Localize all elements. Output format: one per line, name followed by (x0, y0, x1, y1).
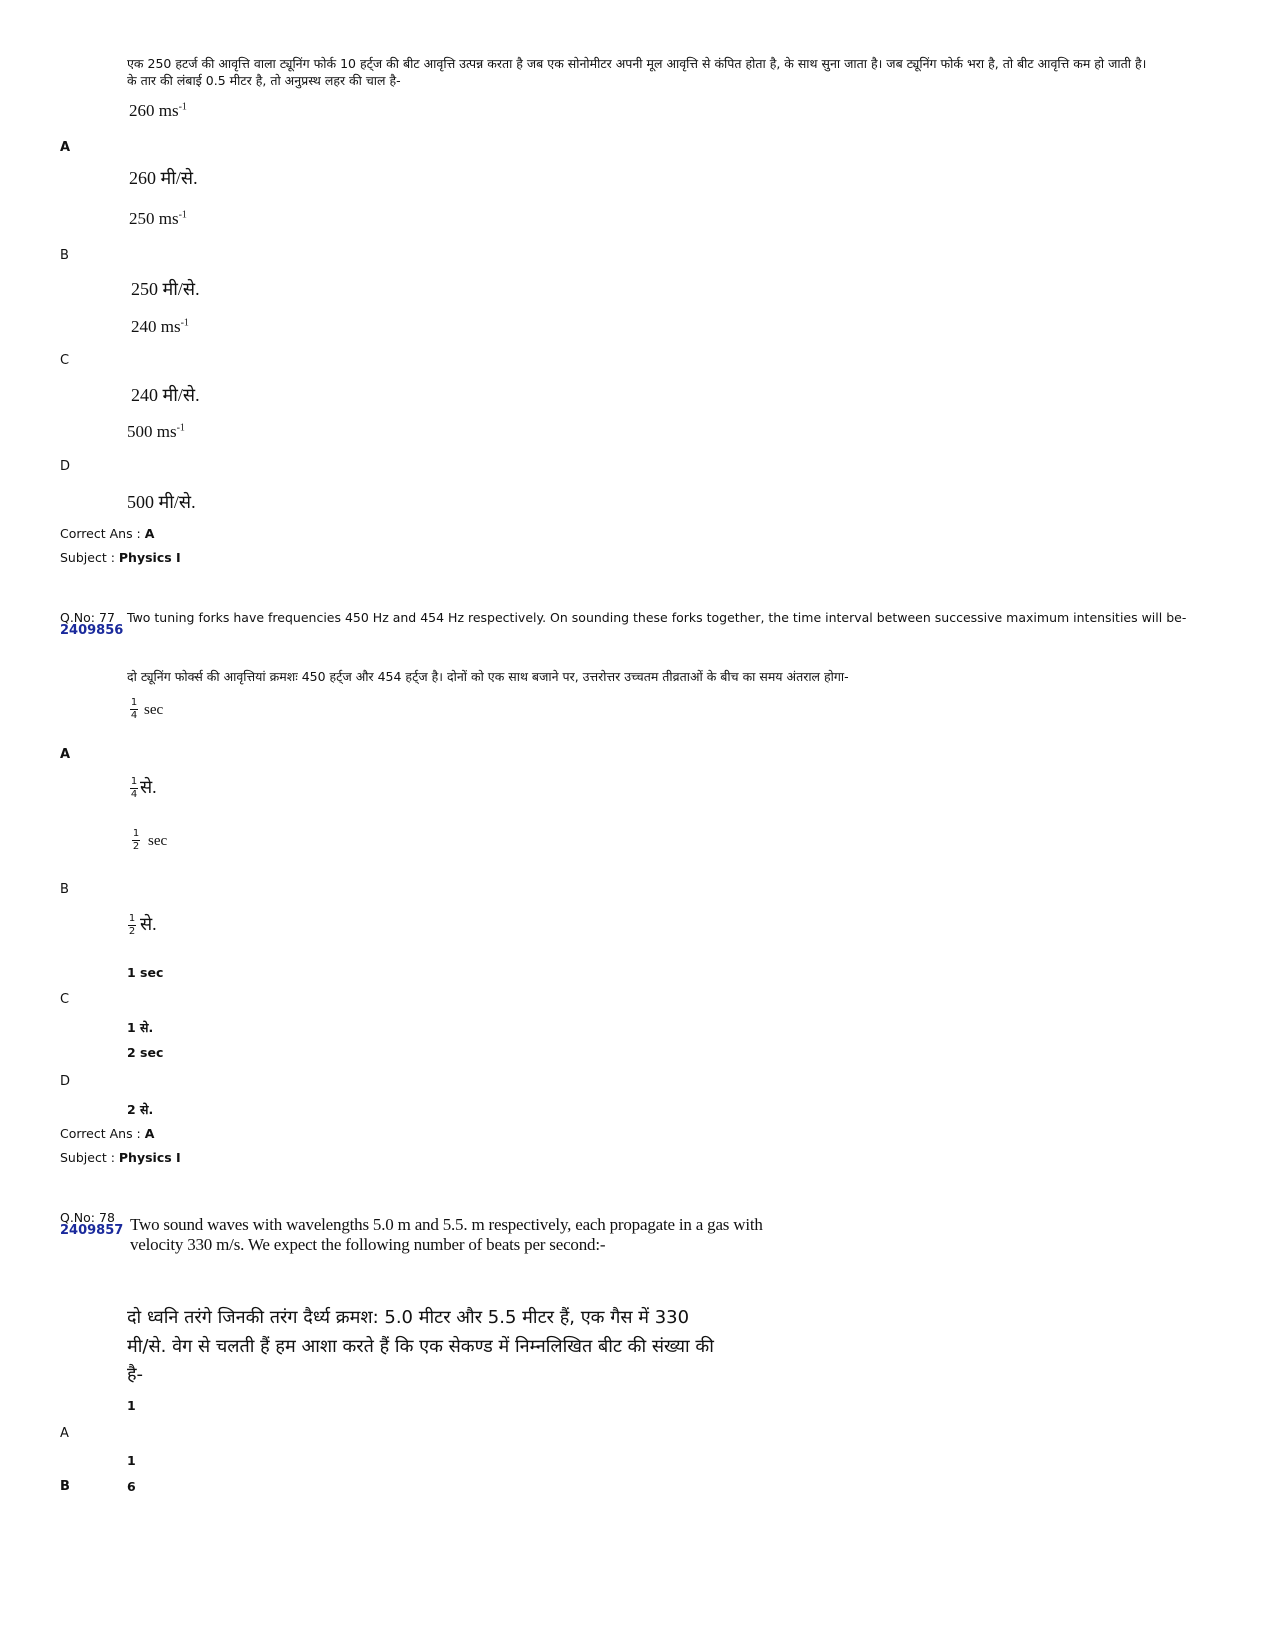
q76-option-b-letter[interactable]: B (60, 248, 69, 263)
q77-option-c-letter[interactable]: C (60, 992, 70, 1007)
q77-option-b-letter[interactable]: B (60, 882, 69, 897)
q76-option-c-english: 240 $ms^{-1}$ (131, 317, 189, 336)
q76-correct-answer: Correct Ans : A (60, 526, 155, 541)
q76-option-d-hindi: 500 मी/से. (127, 492, 196, 512)
q77-subject: Subject : Physics I (60, 1150, 181, 1165)
fraction: $\frac{1}{2}$ (132, 828, 140, 852)
q78-english-text-line2: velocity 330 m/s. We expect the following number of beats per second:- (130, 1235, 606, 1254)
q76-hindi-text-line2: के तार की लंबाई 0.5 मीटर है, तो अनुप्रस्थ लहर की चाल है- (127, 73, 401, 88)
q77-option-c-english: 1 sec (127, 965, 164, 980)
q78-question-id: 2409857 (60, 1223, 124, 1238)
fraction: $\frac{1}{4}$ (130, 776, 138, 800)
q78-english-text-line1: Two sound waves with wavelengths 5.0 m and 5.5. m respectively, each propagate in a gas with (130, 1215, 763, 1234)
q78-option-b-english: 6 (127, 1479, 136, 1494)
q77-option-a-hindi: $\frac{1}{4}$ से. (130, 776, 157, 800)
q76-hindi-text-line1: एक 250 हटर्ज की आवृत्ति वाला ट्यूनिंग फोर्क 10 हर्ट्ज की बीट आवृत्ति उत्पन्न करता है जब एक सोनोमीटर अपनी मूल आवृत्ति से कंपित होता है, के साथ सुना जाता है। जब ट्यूनिंग फोर्क भरा है, तो बीट आवृत्ति कम हो जाती है। (127, 56, 1147, 71)
fraction: $\frac{1}{2}$ (128, 913, 136, 937)
q78-option-a-letter[interactable]: A (60, 1426, 69, 1441)
q77-question-number: Q.No: 77 (60, 610, 115, 625)
q77-option-c-hindi: 1 से. (127, 1020, 154, 1035)
q77-english-text: Two tuning forks have frequencies 450 Hz and 454 Hz respectively. On sounding these forks together, the time interval between successive maximum intensities will be- (127, 610, 1187, 625)
q76-option-b-hindi: 250 मी/से. (131, 279, 200, 299)
q77-option-b-hindi: $\frac{1}{2}$ से. (128, 913, 157, 937)
q78-option-a-hindi: 1 (127, 1453, 136, 1468)
q78-hindi-text-line3: है- (127, 1364, 144, 1385)
q77-option-d-hindi: 2 से. (127, 1102, 154, 1117)
q77-option-a-letter[interactable]: A (60, 747, 71, 762)
fraction: $\frac{1}{4}$ (130, 697, 138, 721)
q77-option-b-english: $\frac{1}{2}$ sec (132, 828, 168, 852)
q78-question-number: Q.No: 78 (60, 1210, 115, 1225)
q76-option-d-english: 500 $ms^{-1}$ (127, 422, 185, 441)
q78-option-a-english: 1 (127, 1398, 136, 1413)
q76-option-a-hindi: 260 मी/से. (129, 168, 198, 188)
q76-subject: Subject : Physics I (60, 550, 181, 565)
q76-option-a-english: 260 $ms^{-1}$ (129, 101, 187, 120)
q78-option-b-letter[interactable]: B (60, 1479, 70, 1494)
q76-option-c-letter[interactable]: C (60, 353, 70, 368)
q78-hindi-text-line1: दो ध्वनि तरंगे जिनकी तरंग दैर्ध्य क्रमश: 5.0 मीटर और 5.5 मीटर हैं, एक गैस में 330 (127, 1307, 690, 1328)
q76-option-b-english: 250 $ms^{-1}$ (129, 209, 187, 228)
q77-question-id: 2409856 (60, 623, 124, 638)
q77-option-d-english: 2 sec (127, 1045, 164, 1060)
q77-correct-answer: Correct Ans : A (60, 1126, 155, 1141)
q76-option-d-letter[interactable]: D (60, 459, 71, 474)
q77-option-a-english: $\frac{1}{4}$ sec (130, 697, 164, 721)
q77-hindi-text: दो ट्यूनिंग फोर्क्स की आवृत्तियां क्रमशः 450 हर्ट्ज और 454 हर्ट्ज है। दोनों को एक साथ बजाने पर, उत्तरोत्तर उच्चतम तीव्रताओं के बीच का समय अंतराल होगा- (127, 669, 849, 684)
q76-option-a-letter[interactable]: A (60, 140, 71, 155)
q78-hindi-text-line2: मी/से. वेग से चलती हैं हम आशा करते हैं कि एक सेकण्ड में निम्नलिखित बीट की संख्या की (127, 1336, 714, 1357)
q76-option-c-hindi: 240 मी/से. (131, 385, 200, 405)
q77-option-d-letter[interactable]: D (60, 1074, 71, 1089)
